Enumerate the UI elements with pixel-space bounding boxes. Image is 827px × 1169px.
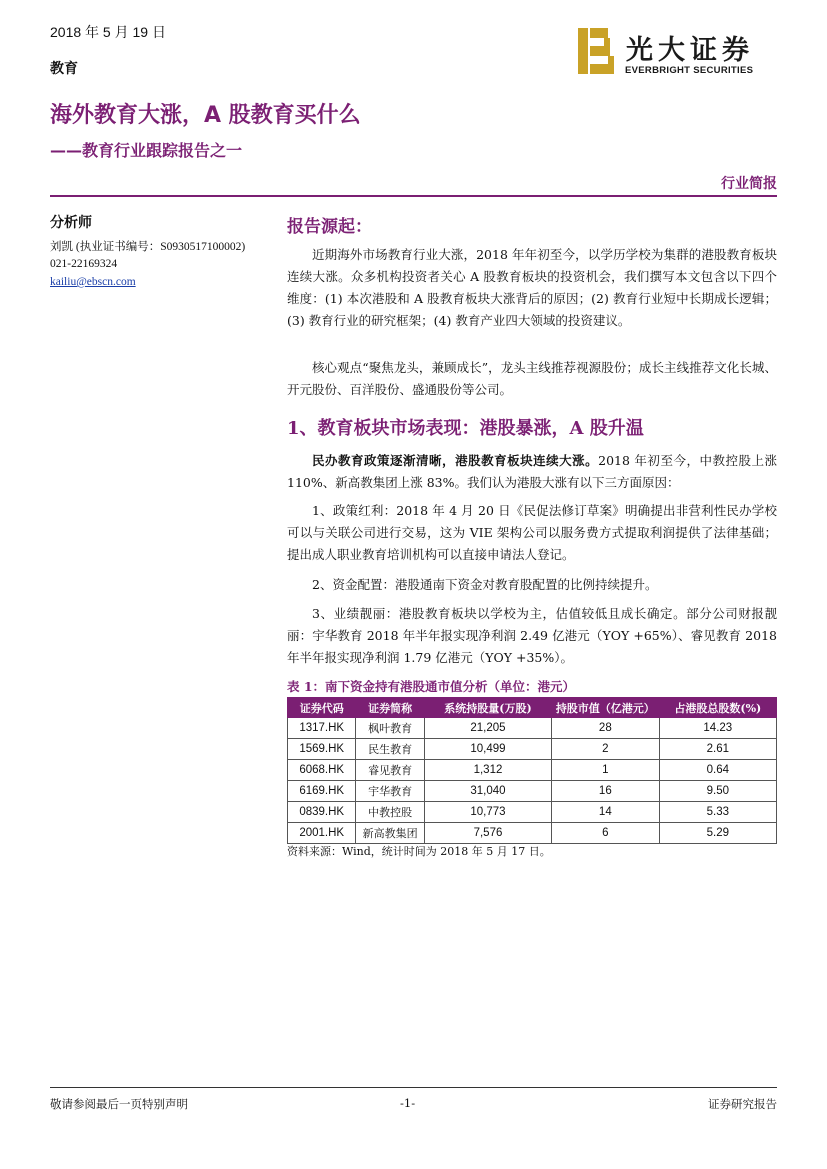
report-subtitle: ——教育行业跟踪报告之一 [50, 141, 243, 160]
table-cell: 民生教育 [356, 739, 424, 760]
table-source: 资料来源：Wind，统计时间为 2018 年 5 月 17 日。 [287, 845, 551, 858]
table-cell: 5.29 [659, 823, 776, 844]
table-cell: 2001.HK [288, 823, 356, 844]
table-cell: 5.33 [659, 802, 776, 823]
analyst-email-link[interactable]: kailiu@ebscn.com [50, 276, 136, 288]
report-date: 2018 年 5 月 19 日 [50, 24, 166, 40]
table-cell: 宇华教育 [356, 781, 424, 802]
table-cell: 28 [552, 718, 660, 739]
section-1-paragraph-4: 3、业绩靓丽：港股教育板块以学校为主，估值较低且成长确定。部分公司财报靓丽：宇华教育 2018 年半年报实现净利润 2.49 亿港元（YOY +65%）、睿见教育 2018 年半年报实现净利润 1.79 亿港元（YOY +35%）。 [287, 606, 777, 665]
table-cell: 7,576 [424, 823, 551, 844]
table-cell: 中教控股 [356, 802, 424, 823]
footer-report-label: 证券研究报告 [708, 1097, 777, 1111]
origin-heading: 报告源起： [287, 217, 372, 237]
table-cell: 6169.HK [288, 781, 356, 802]
origin-paragraph-1: 近期海外市场教育行业大涨，2018 年年初至今，以学历学校为集群的港股教育板块连续大涨。众多机构投资者关心 A 股教育板块的投资机会，我们撰写本文包含以下四个维度：(1) 本次港股和 A 股教育板块大涨背后的原因；(2) 教育行业短中长期成长逻辑；(3) 教育行业的研究框架；(4) 教育产业四大领域的投资建议。 [287, 247, 777, 328]
table-cell: 6068.HK [288, 760, 356, 781]
table-row [288, 802, 777, 823]
footer-divider [50, 1087, 777, 1088]
logo-english-name: EVERBRIGHT SECURITIES [625, 65, 754, 76]
everbright-logo-icon [578, 28, 614, 74]
table-cell: 21,205 [424, 718, 551, 739]
section-1-heading: 1、教育板块市场表现：港股暴涨，A 股升温 [287, 418, 644, 439]
section-1-lead-rest: 2018 年初至今，中教控股上涨 110%、新高教集团上涨 83%。我们认为港股大涨有以下三方面原因： [287, 453, 777, 490]
table-row [288, 718, 777, 739]
table-cell: 14 [552, 802, 660, 823]
table-cell: 2 [552, 739, 660, 760]
table-cell: 10,773 [424, 802, 551, 823]
table-caption: 表 1：南下资金持有港股通市值分析（单位：港元） [287, 679, 576, 694]
section-1-paragraph-3: 2、资金配置：港股通南下资金对教育股配置的比例持续提升。 [312, 577, 658, 592]
table-cell: 新高教集团 [356, 823, 424, 844]
table-header-cell: 系统持股量(万股) [424, 698, 551, 718]
table-cell: 0.64 [659, 760, 776, 781]
section-1-paragraph-2: 1、政策红利：2018 年 4 月 20 日《民促法修订草案》明确提出非营利性民办学校可以与关联公司进行交易，这为 VIE 架构公司以服务费方式提取利润提供了法律基础；提出成人职业教育培训机构可以直接申请法人登记。 [287, 503, 777, 562]
table-cell: 31,040 [424, 781, 551, 802]
table-header-row [288, 698, 777, 718]
table-cell: 1569.HK [288, 739, 356, 760]
logo-chinese-name: 光大证券 [626, 35, 754, 66]
table-cell: 16 [552, 781, 660, 802]
company-logo [578, 28, 778, 78]
table-cell: 14.23 [659, 718, 776, 739]
table-header-cell: 占港股总股数(%) [659, 698, 776, 718]
table-cell: 睿见教育 [356, 760, 424, 781]
table-cell: 10,499 [424, 739, 551, 760]
footer-disclaimer: 敬请参阅最后一页特别声明 [50, 1097, 188, 1111]
analyst-name: 刘凯 (执业证书编号：S0930517100002) [50, 241, 246, 253]
table-cell: 2.61 [659, 739, 776, 760]
table-cell: 6 [552, 823, 660, 844]
table-row [288, 781, 777, 802]
table-cell: 9.50 [659, 781, 776, 802]
section-1-paragraph-1 [287, 450, 777, 494]
table-header-cell: 证券代码 [288, 698, 356, 718]
page-number: -1- [400, 1096, 416, 1110]
table-row [288, 739, 777, 760]
table-row [288, 760, 777, 781]
origin-paragraph-2: 核心观点“聚焦龙头，兼顾成长”，龙头主线推荐视源股份；成长主线推荐文化长城、开元股份、百洋股份、盛通股份等公司。 [287, 360, 777, 397]
table-cell: 1 [552, 760, 660, 781]
table-header-cell: 证券简称 [356, 698, 424, 718]
table-cell: 枫叶教育 [356, 718, 424, 739]
table-cell: 0839.HK [288, 802, 356, 823]
table-cell: 1317.HK [288, 718, 356, 739]
header-divider [50, 195, 777, 197]
report-title: 海外教育大涨，A 股教育买什么 [50, 103, 361, 128]
sector-label: 教育 [50, 61, 78, 77]
holdings-table [287, 697, 777, 844]
analyst-heading: 分析师 [50, 215, 92, 231]
table-header-cell: 持股市值（亿港元） [552, 698, 660, 718]
report-type: 行业简报 [721, 176, 777, 192]
table-cell: 1,312 [424, 760, 551, 781]
analyst-phone: 021-22169324 [50, 258, 118, 270]
section-1-lead: 民办教育政策逐渐清晰，港股教育板块连续大涨。 [312, 453, 599, 468]
table-row [288, 823, 777, 844]
